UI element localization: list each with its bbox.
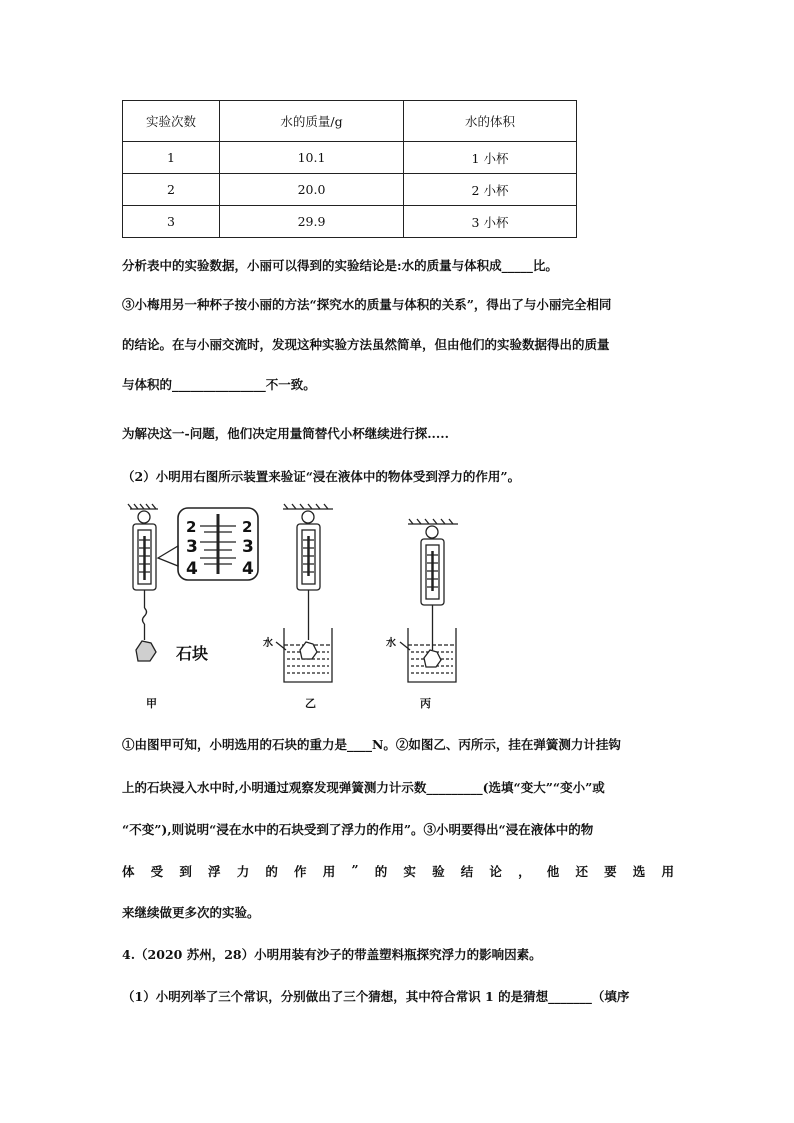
paragraph-line: 上的石块浸入水中时,小明通过观察发现弹簧测力计示数_________(选填“变大”“变小”或 — [122, 780, 605, 795]
table-header-cell: 水的体积 — [404, 101, 577, 142]
paragraph-line: 与体积的_______________不一致。 — [122, 377, 316, 392]
scale-mark: 4 — [186, 559, 198, 579]
caption-jia: 甲 — [146, 697, 157, 710]
word: 体 — [122, 864, 135, 879]
table-cell: 20.0 — [220, 174, 404, 206]
table-row — [123, 206, 577, 238]
paragraph-line: ③小梅用另一种杯子按小丽的方法“探究水的质量与体积的关系”，得出了与小丽完全相同 — [122, 297, 612, 312]
word: 要 — [604, 864, 617, 879]
word: ， — [518, 864, 531, 879]
paragraph-conclusion: 分析表中的实验数据，小丽可以得到的实验结论是:水的质量与体积成_____比。 — [122, 258, 558, 273]
word: 选 — [632, 864, 646, 879]
caption-bing: 丙 — [420, 697, 431, 710]
stone-label: 石块 — [176, 644, 209, 663]
table-cell: 1 小杯 — [404, 142, 577, 174]
paragraph-line: （1）小明列举了三个常识，分别做出了三个猜想，其中符合常识 1 的是猜想_______（填序 — [122, 989, 630, 1004]
water-label-bing: 水 — [386, 638, 396, 649]
word: 到 — [179, 864, 192, 879]
scale-mark: 3 — [242, 537, 254, 557]
table-header-row — [123, 101, 577, 142]
spring-scale-figure — [118, 500, 458, 700]
paragraph-line: “不变”),则说明“浸在水中的石块受到了浮力的作用”。③小明要得出“浸在液体中的物 — [122, 822, 594, 837]
table-header-cell: 水的质量/g — [220, 101, 404, 142]
table-cell: 3 小杯 — [404, 206, 577, 238]
paragraph-line: ①由图甲可知，小明选用的石块的重力是____N。②如图乙、丙所示，挂在弹簧测力计挂钩 — [122, 737, 621, 752]
word: 作 — [294, 864, 307, 879]
word: 实 — [403, 864, 416, 879]
table-cell: 2 — [123, 174, 220, 206]
word: 论 — [489, 864, 502, 879]
table-cell: 3 — [123, 206, 220, 238]
data-table — [122, 100, 577, 238]
word: ” — [351, 862, 359, 877]
word: 力 — [236, 864, 250, 879]
table-row — [123, 142, 577, 174]
word: 的 — [374, 864, 388, 879]
word: 的 — [265, 864, 278, 879]
hook-ring — [138, 511, 150, 523]
table-header-cell: 实验次数 — [123, 101, 220, 142]
scale-mark: 2 — [186, 518, 197, 536]
scale-mark: 2 — [242, 518, 253, 536]
paragraph-line: 的结论。在与小丽交流时，发现这种实验方法虽然简单，但由他们的实验数据得出的质量 — [122, 337, 610, 352]
word: 结 — [460, 864, 474, 879]
table-cell: 29.9 — [220, 206, 404, 238]
word: 用 — [322, 864, 336, 879]
table-row — [123, 174, 577, 206]
table-cell: 1 — [123, 142, 220, 174]
word: 受 — [150, 864, 164, 879]
word: 浮 — [208, 864, 221, 879]
scale-mark: 4 — [242, 559, 254, 579]
question-2-heading: （2）小明用右图所示装置来验证“浸在液体中的物体受到浮力的作用”。 — [122, 469, 521, 484]
table-cell: 2 小杯 — [404, 174, 577, 206]
stone — [136, 641, 156, 661]
word: 验 — [432, 864, 445, 879]
question-4-heading: 4.（2020 苏州，28）小明用装有沙子的带盖塑料瓶探究浮力的影响因素。 — [122, 947, 542, 962]
spread-line — [122, 862, 674, 880]
word: 他 — [546, 864, 560, 879]
caption-yi: 乙 — [305, 697, 316, 710]
word: 用 — [661, 864, 674, 879]
water-label-yi: 水 — [263, 638, 273, 649]
word: 还 — [575, 864, 588, 879]
paragraph-line: 为解决这一-问题，他们决定用量筒替代小杯继续进行探..... — [122, 426, 449, 441]
table-cell: 10.1 — [220, 142, 404, 174]
scale-mark: 3 — [186, 537, 198, 557]
paragraph-line: 来继续做更多次的实验。 — [122, 905, 260, 920]
